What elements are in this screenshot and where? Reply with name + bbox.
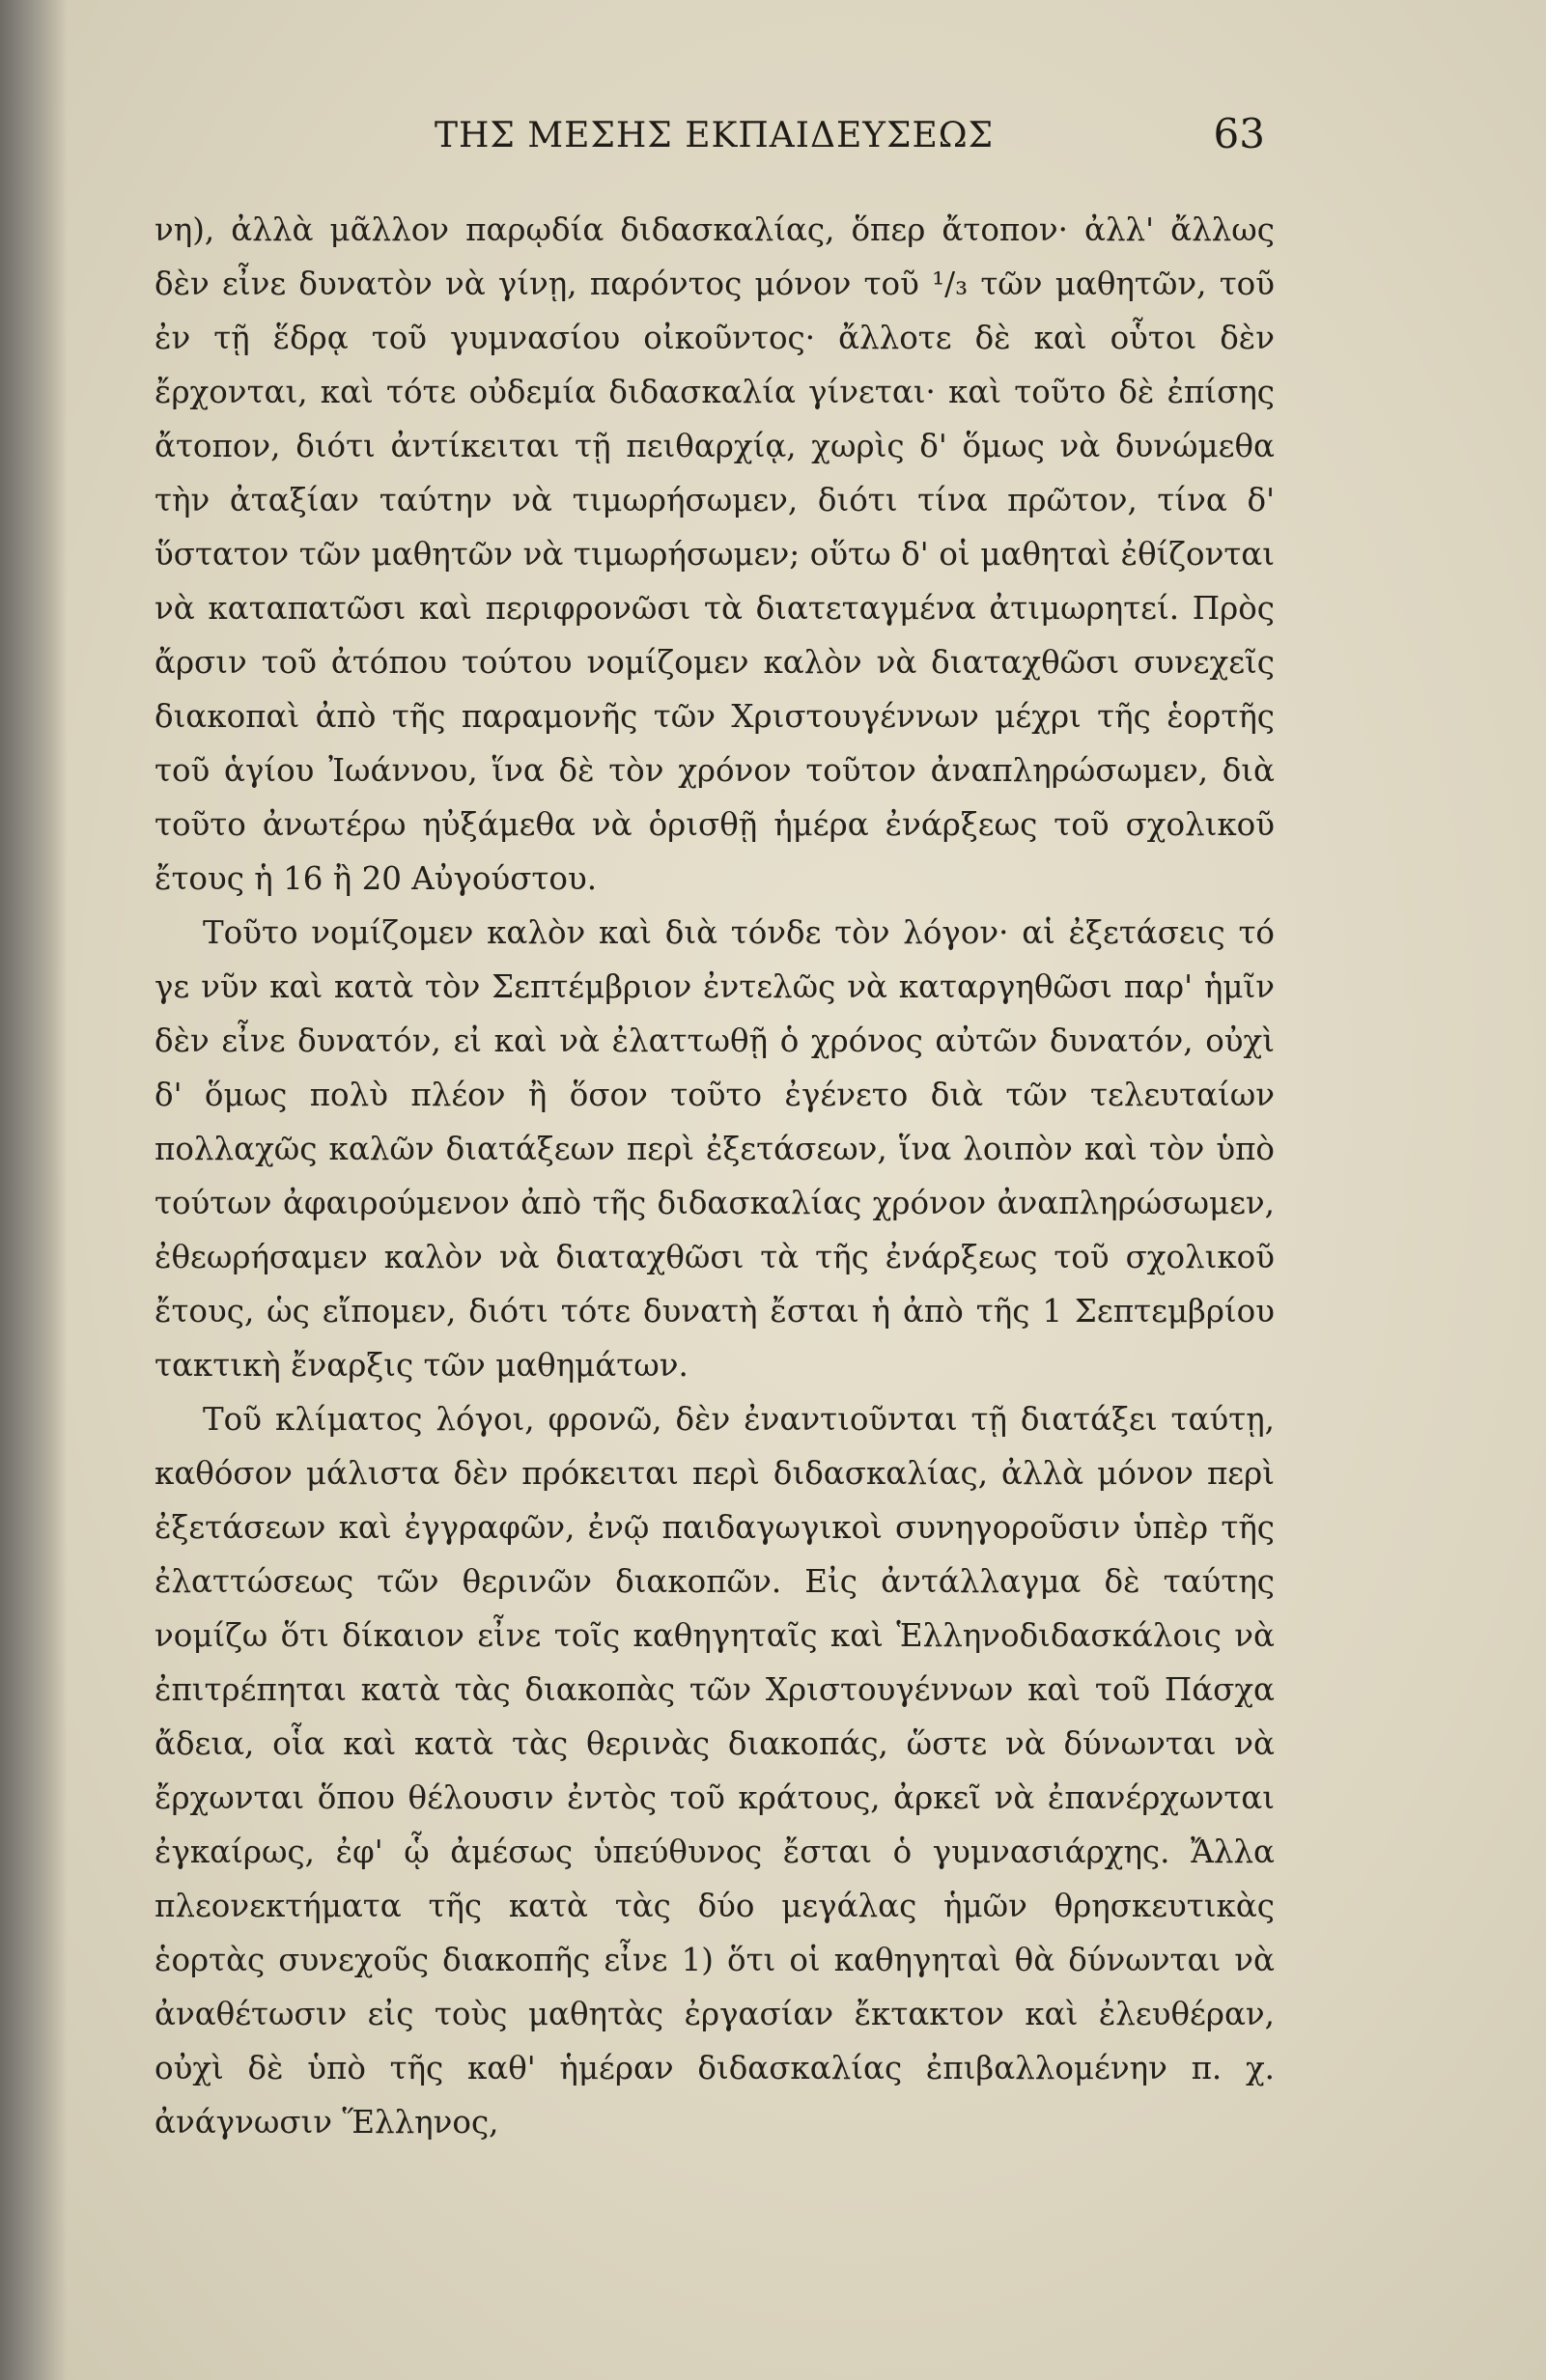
- page-header: [155, 110, 1275, 174]
- paragraph-3: Τοῦ κλίματος λόγοι, φρονῶ, δὲν ἐναντιοῦνται τῇ διατάξει ταύτῃ, καθόσον μάλιστα δὲν πρόκειται περὶ διδασκαλίας, ἀλλὰ μόνον περὶ ἐξετάσεων καὶ ἐγγραφῶν, ἐνῷ παιδαγωγικοὶ συνηγοροῦσιν ὑπὲρ τῆς ἐλαττώσεως τῶν θερινῶν διακοπῶν. Εἰς ἀντάλλαγμα δὲ ταύτης νομίζω ὅτι δίκαιον εἶνε τοῖς καθηγηταῖς καὶ Ἑλληνοδιδασκάλοις νὰ ἐπιτρέπηται κατὰ τὰς διακοπὰς τῶν Χριστουγέννων καὶ τοῦ Πάσχα ἄδεια, οἷα καὶ κατὰ τὰς θερινὰς διακοπάς, ὥστε νὰ δύνωνται νὰ ἔρχωνται ὅπου θέλουσιν ἐντὸς τοῦ κράτους, ἀρκεῖ νὰ ἐπανέρχωνται ἐγκαίρως, ἐφ' ᾧ ἀμέσως ὑπεύθυνος ἔσται ὁ γυμνασιάρχης. Ἄλλα πλεονεκτήματα τῆς κατὰ τὰς δύο μεγάλας ἡμῶν θρησκευτικὰς ἑορτὰς συνεχοῦς διακοπῆς εἶνε 1) ὅτι οἱ καθηγηταὶ θὰ δύνωνται νὰ ἀναθέτωσιν εἰς τοὺς μαθητὰς ἐργασίαν ἔκτακτον καὶ ἐλευθέραν, οὐχὶ δὲ ὑπὸ τῆς καθ' ἡμέραν διδασκαλίας ἐπιβαλλομένην π. χ. ἀνάγνωσιν Ἕλληνος,: [155, 1401, 1275, 2141]
- book-spine-shadow: [0, 0, 68, 2380]
- paragraph-2: Τοῦτο νομίζομεν καλὸν καὶ διὰ τόνδε τὸν λόγον· αἱ ἐξετάσεις τό γε νῦν καὶ κατὰ τὸν Σεπτέμβριον ἐντελῶς νὰ καταργηθῶσι παρ' ἡμῖν δὲν εἶνε δυνατόν, εἰ καὶ νὰ ἐλαττωθῇ ὁ χρόνος αὐτῶν δυνατόν, οὐχὶ δ' ὅμως πολὺ πλέον ἢ ὅσον τοῦτο ἐγένετο διὰ τῶν τελευταίων πολλαχῶς καλῶν διατάξεων περὶ ἐξετάσεων, ἵνα λοιπὸν καὶ τὸν ὑπὸ τούτων ἀφαιρούμενον ἀπὸ τῆς διδασκαλίας χρόνον ἀναπληρώσωμεν, ἐθεωρήσαμεν καλὸν νὰ διαταχθῶσι τὰ τῆς ἐνάρξεως τοῦ σχολικοῦ ἔτους, ὡς εἴπομεν, διότι τότε δυνατὴ ἔσται ἡ ἀπὸ τῆς 1 Σεπτεμβρίου τακτικὴ ἔναρξις τῶν μαθημάτων.: [155, 914, 1275, 1384]
- body-text: [155, 203, 1275, 2149]
- running-title: ΤΗΣ ΜΕΣΗΣ ΕΚΠΑΙΔΕΥΣΕΩΣ: [435, 116, 995, 155]
- page-number: 63: [1213, 110, 1265, 157]
- paragraph-1: νη), ἀλλὰ μᾶλλον παρῳδία διδασκαλίας, ὅπερ ἄτοπον· ἀλλ' ἄλλως δὲν εἶνε δυνατὸν νὰ γίνῃ, παρόντος μόνον τοῦ ¹/₃ τῶν μαθητῶν, τοῦ ἐν τῇ ἕδρᾳ τοῦ γυμνασίου οἰκοῦντος· ἄλλοτε δὲ καὶ οὗτοι δὲν ἔρχονται, καὶ τότε οὐδεμία διδασκαλία γίνεται· καὶ τοῦτο δὲ ἐπίσης ἄτοπον, διότι ἀντίκειται τῇ πειθαρχίᾳ, χωρὶς δ' ὅμως νὰ δυνώμεθα τὴν ἀταξίαν ταύτην νὰ τιμωρήσωμεν, διότι τίνα πρῶτον, τίνα δ' ὕστατον τῶν μαθητῶν νὰ τιμωρήσωμεν; οὕτω δ' οἱ μαθηταὶ ἐθίζονται νὰ καταπατῶσι καὶ περιφρονῶσι τὰ διατεταγμένα ἀτιμωρητεί. Πρὸς ἄρσιν τοῦ ἀτόπου τούτου νομίζομεν καλὸν νὰ διαταχθῶσι συνεχεῖς διακοπαὶ ἀπὸ τῆς παραμονῆς τῶν Χριστουγέννων μέχρι τῆς ἑορτῆς τοῦ ἁγίου Ἰωάννου, ἵνα δὲ τὸν χρόνον τοῦτον ἀναπληρώσωμεν, διὰ τοῦτο ἀνωτέρω ηὐξάμεθα νὰ ὁρισθῇ ἡμέρα ἐνάρξεως τοῦ σχολικοῦ ἔτους ἡ 16 ἢ 20 Αὐγούστου.: [155, 211, 1275, 897]
